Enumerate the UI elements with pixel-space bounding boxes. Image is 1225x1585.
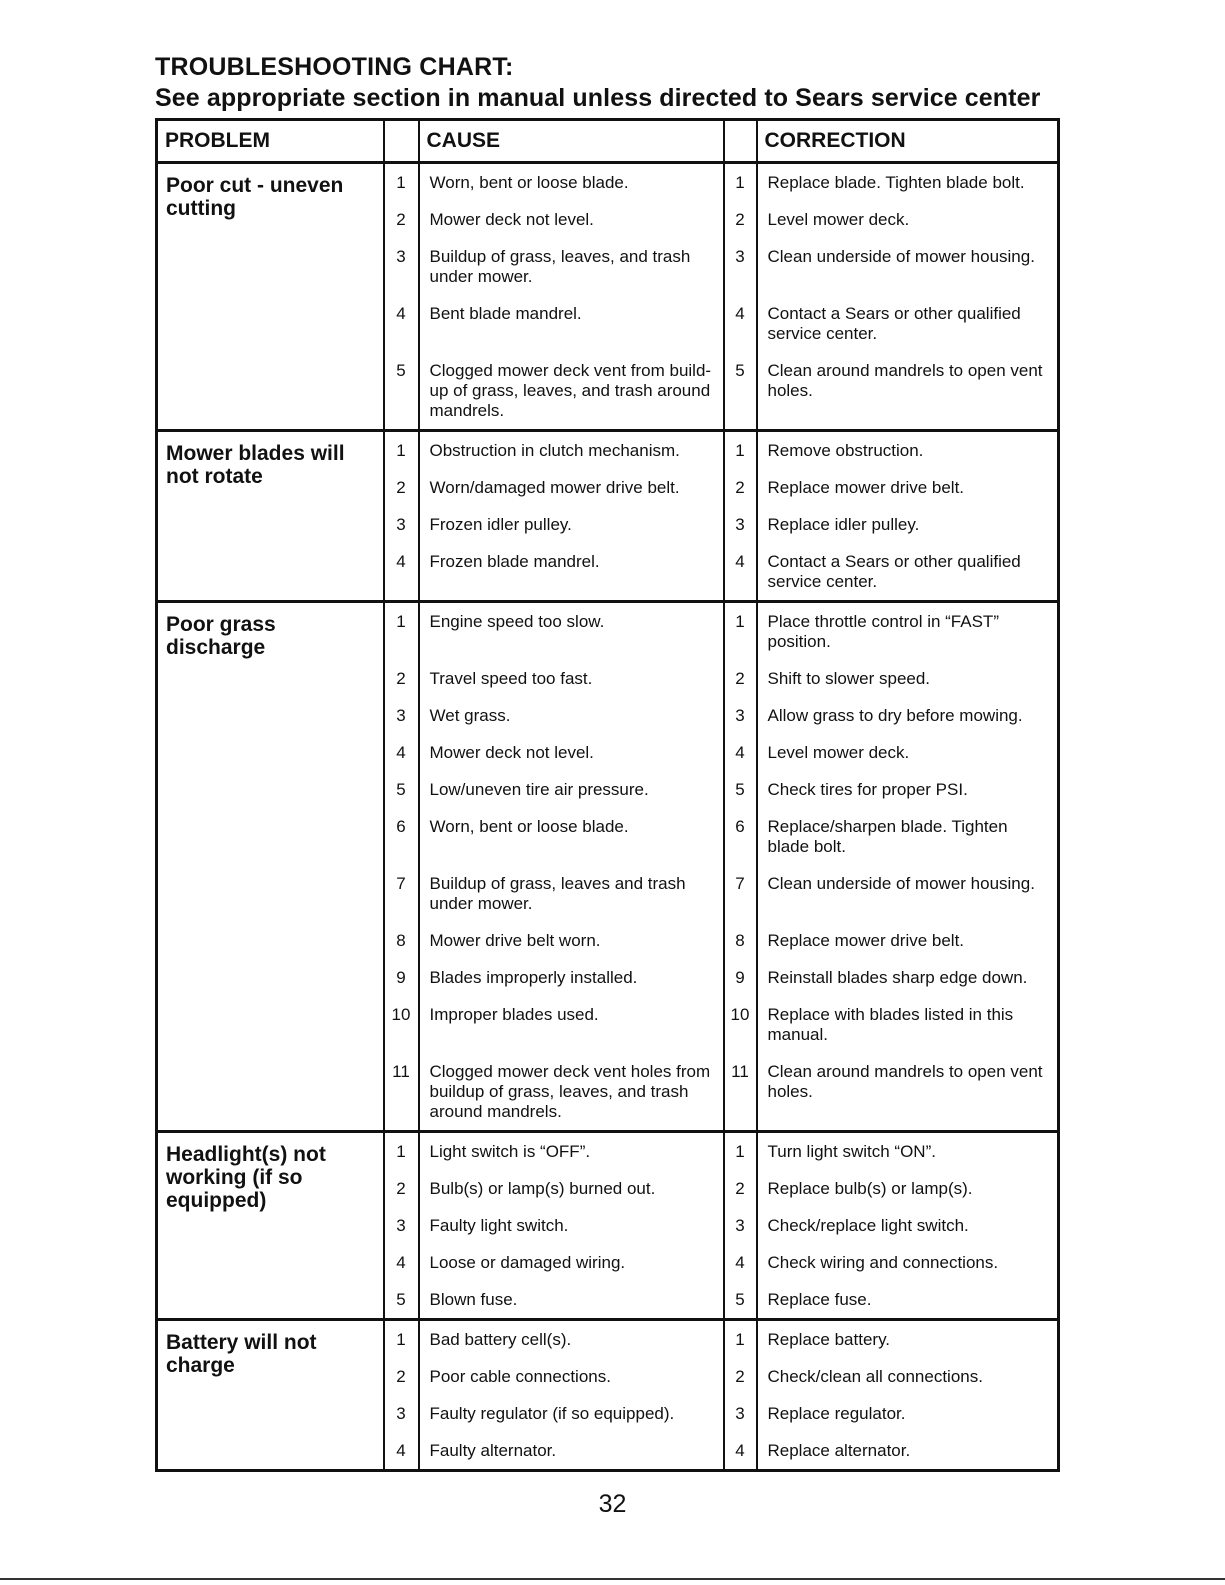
problem-cell <box>157 1320 384 1471</box>
problem-label: Battery will not charge <box>166 1331 317 1377</box>
correction-text: Clean underside of mower housing. <box>767 247 1035 266</box>
correction-number-cell <box>724 163 757 431</box>
correction-number: 10 <box>730 1005 750 1024</box>
correction-text: Clean around mandrels to open vent holes. <box>767 361 1043 400</box>
cause-number: 4 <box>396 1441 406 1460</box>
cause-number: 3 <box>396 1216 406 1235</box>
cause-number: 4 <box>396 552 406 571</box>
cause-text: Worn/damaged mower drive belt. <box>429 478 680 497</box>
correction-text: Replace mower drive belt. <box>767 931 965 950</box>
column-header-problem: PROBLEM <box>157 120 384 163</box>
correction-text: Place throttle control in “FAST” position. <box>767 612 999 651</box>
cause-number: 2 <box>396 210 406 229</box>
problem-label: Poor cut - uneven cutting <box>166 174 344 220</box>
cause-text: Wet grass. <box>429 706 511 725</box>
cause-text: Bad battery cell(s). <box>429 1330 572 1349</box>
cause-text: Travel speed too fast. <box>429 669 593 688</box>
cause-text: Blown fuse. <box>429 1290 518 1309</box>
correction-number: 1 <box>735 612 745 631</box>
cause-number: 11 <box>392 1062 410 1081</box>
cause-number: 5 <box>396 361 406 380</box>
correction-cell <box>757 431 1059 602</box>
page-subtitle: See appropriate section in manual unless directed to Sears service center <box>155 84 1041 112</box>
correction-cell <box>757 1132 1059 1320</box>
cause-number-cell <box>384 1132 419 1320</box>
correction-number-cell <box>724 1132 757 1320</box>
correction-number: 3 <box>735 247 745 266</box>
cause-text: Loose or damaged wiring. <box>429 1253 626 1272</box>
cause-number: 4 <box>396 304 406 323</box>
cause-text: Faulty light switch. <box>429 1216 569 1235</box>
table-row <box>157 1132 1059 1320</box>
cause-number-cell <box>384 602 419 1132</box>
cause-number: 1 <box>396 1142 406 1161</box>
cause-number: 2 <box>396 1179 406 1198</box>
cause-number: 4 <box>396 743 406 762</box>
problem-label: Headlight(s) not working (if so equipped) <box>166 1143 326 1212</box>
cause-number: 3 <box>396 247 406 266</box>
cause-text: Poor cable connections. <box>429 1367 611 1386</box>
cause-number: 3 <box>396 1404 406 1423</box>
correction-text: Check wiring and connections. <box>767 1253 999 1272</box>
correction-text: Replace/sharpen blade. Tighten blade bolt. <box>767 817 1008 856</box>
correction-number: 5 <box>735 361 745 380</box>
cause-text: Worn, bent or loose blade. <box>429 173 629 192</box>
correction-text: Clean underside of mower housing. <box>767 874 1035 893</box>
correction-number: 2 <box>735 1179 745 1198</box>
cause-text: Mower deck not level. <box>429 210 594 229</box>
correction-number: 9 <box>735 968 745 987</box>
cause-number: 2 <box>396 478 406 497</box>
cause-number: 7 <box>396 874 406 893</box>
column-header-correction-number <box>724 120 757 163</box>
problem-section <box>157 602 1059 1132</box>
cause-text: Buildup of grass, leaves and trash under mower. <box>429 874 686 913</box>
correction-number: 5 <box>735 1290 745 1309</box>
correction-number: 2 <box>735 1367 745 1386</box>
cause-text: Faulty alternator. <box>429 1441 557 1460</box>
problem-cell <box>157 163 384 431</box>
correction-text: Replace blade. Tighten blade bolt. <box>767 173 1025 192</box>
correction-number: 8 <box>735 931 745 950</box>
table-header-row <box>157 120 1059 163</box>
correction-number: 1 <box>735 1330 745 1349</box>
table-row <box>157 602 1059 1132</box>
cause-number: 5 <box>396 780 406 799</box>
correction-text: Turn light switch “ON”. <box>767 1142 936 1161</box>
correction-number: 4 <box>735 552 745 571</box>
problem-cell <box>157 602 384 1132</box>
cause-number: 3 <box>396 515 406 534</box>
cause-cell <box>419 602 724 1132</box>
correction-number: 2 <box>735 669 745 688</box>
cause-text: Obstruction in clutch mechanism. <box>429 441 680 460</box>
cause-text: Faulty regulator (if so equipped). <box>429 1404 675 1423</box>
column-header-correction: CORRECTION <box>757 120 1059 163</box>
cause-text: Clogged mower deck vent holes from buildup of grass, leaves, and trash around mandrels. <box>429 1062 711 1121</box>
correction-text: Replace bulb(s) or lamp(s). <box>767 1179 973 1198</box>
problem-cell <box>157 431 384 602</box>
correction-number: 2 <box>735 478 745 497</box>
cause-text: Bent blade mandrel. <box>429 304 582 323</box>
cause-text: Buildup of grass, leaves, and trash under mower. <box>429 247 691 286</box>
correction-text: Replace alternator. <box>767 1441 911 1460</box>
problem-cell <box>157 1132 384 1320</box>
problem-section <box>157 1132 1059 1320</box>
cause-number: 1 <box>396 612 406 631</box>
cause-text: Frozen idler pulley. <box>429 515 572 534</box>
cause-number: 2 <box>396 669 406 688</box>
cause-number: 2 <box>396 1367 406 1386</box>
cause-number: 1 <box>396 1330 406 1349</box>
correction-text: Allow grass to dry before mowing. <box>767 706 1023 725</box>
bottom-rule <box>0 1578 1225 1580</box>
correction-text: Replace battery. <box>767 1330 891 1349</box>
correction-cell <box>757 1320 1059 1471</box>
correction-text: Check tires for proper PSI. <box>767 780 968 799</box>
correction-number: 4 <box>735 304 745 323</box>
cause-cell <box>419 431 724 602</box>
table-row <box>157 163 1059 431</box>
problem-section <box>157 1320 1059 1471</box>
table-row <box>157 1320 1059 1471</box>
problem-section <box>157 163 1059 431</box>
cause-number: 9 <box>396 968 406 987</box>
correction-text: Replace regulator. <box>767 1404 906 1423</box>
correction-number-cell <box>724 602 757 1132</box>
correction-text: Check/clean all connections. <box>767 1367 983 1386</box>
correction-text: Shift to slower speed. <box>767 669 931 688</box>
page-number: 32 <box>598 1490 627 1518</box>
column-header-cause: CAUSE <box>419 120 724 163</box>
cause-text: Worn, bent or loose blade. <box>429 817 629 836</box>
correction-number: 4 <box>735 1441 745 1460</box>
page-title: TROUBLESHOOTING CHART: <box>155 53 514 81</box>
correction-text: Reinstall blades sharp edge down. <box>767 968 1028 987</box>
cause-text: Clogged mower deck vent from build-up of grass, leaves, and trash around mandrels. <box>429 361 712 420</box>
cause-text: Bulb(s) or lamp(s) burned out. <box>429 1179 656 1198</box>
correction-number-cell <box>724 1320 757 1471</box>
cause-number: 1 <box>396 173 406 192</box>
cause-cell <box>419 1132 724 1320</box>
cause-number-cell <box>384 163 419 431</box>
cause-number: 8 <box>396 931 406 950</box>
cause-text: Engine speed too slow. <box>429 612 605 631</box>
table-row <box>157 431 1059 602</box>
correction-text: Check/replace light switch. <box>767 1216 969 1235</box>
cause-cell <box>419 1320 724 1471</box>
cause-cell <box>419 163 724 431</box>
cause-number: 4 <box>396 1253 406 1272</box>
correction-text: Contact a Sears or other qualified service center. <box>767 304 1021 343</box>
cause-text: Improper blades used. <box>429 1005 599 1024</box>
correction-text: Level mower deck. <box>767 743 910 762</box>
correction-number: 3 <box>735 1216 745 1235</box>
problem-section <box>157 431 1059 602</box>
troubleshooting-table <box>155 118 1060 1472</box>
correction-number: 11 <box>731 1062 749 1081</box>
correction-number: 4 <box>735 1253 745 1272</box>
cause-text: Light switch is “OFF”. <box>429 1142 591 1161</box>
cause-text: Low/uneven tire air pressure. <box>429 780 649 799</box>
correction-number: 5 <box>735 780 745 799</box>
correction-cell <box>757 602 1059 1132</box>
cause-text: Frozen blade mandrel. <box>429 552 600 571</box>
correction-number: 6 <box>735 817 745 836</box>
correction-number: 3 <box>735 1404 745 1423</box>
cause-text: Blades improperly installed. <box>429 968 638 987</box>
cause-number-cell <box>384 1320 419 1471</box>
correction-text: Replace idler pulley. <box>767 515 920 534</box>
cause-number: 1 <box>396 441 406 460</box>
cause-number: 6 <box>396 817 406 836</box>
cause-text: Mower drive belt worn. <box>429 931 601 950</box>
correction-number: 3 <box>735 515 745 534</box>
correction-text: Replace fuse. <box>767 1290 872 1309</box>
correction-number: 1 <box>735 441 745 460</box>
correction-text: Level mower deck. <box>767 210 910 229</box>
cause-text: Mower deck not level. <box>429 743 594 762</box>
problem-label: Mower blades will not rotate <box>166 442 345 488</box>
column-header-cause-number <box>384 120 419 163</box>
correction-cell <box>757 163 1059 431</box>
correction-number: 4 <box>735 743 745 762</box>
problem-label: Poor grass discharge <box>166 613 276 659</box>
correction-text: Remove obstruction. <box>767 441 924 460</box>
correction-text: Contact a Sears or other qualified service center. <box>767 552 1021 591</box>
cause-number: 3 <box>396 706 406 725</box>
correction-text: Replace mower drive belt. <box>767 478 965 497</box>
correction-number: 1 <box>735 173 745 192</box>
page-header <box>155 52 1075 114</box>
correction-number: 7 <box>735 874 745 893</box>
correction-text: Replace with blades listed in this manual. <box>767 1005 1014 1044</box>
cause-number-cell <box>384 431 419 602</box>
correction-number: 2 <box>735 210 745 229</box>
cause-number: 10 <box>391 1005 411 1024</box>
correction-number-cell <box>724 431 757 602</box>
correction-number: 1 <box>735 1142 745 1161</box>
cause-number: 5 <box>396 1290 406 1309</box>
correction-number: 3 <box>735 706 745 725</box>
correction-text: Clean around mandrels to open vent holes. <box>767 1062 1043 1101</box>
